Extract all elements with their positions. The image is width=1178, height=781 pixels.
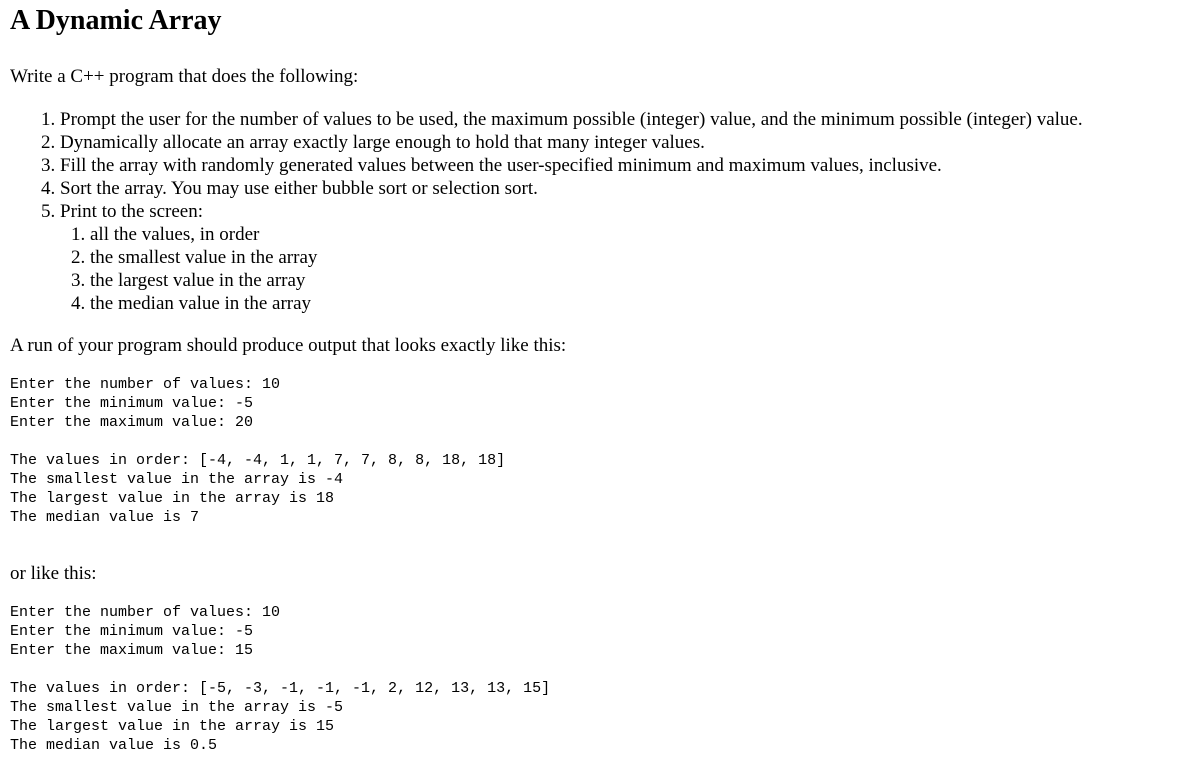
console-line: The smallest value in the array is -5 bbox=[10, 699, 344, 716]
or-paragraph: or like this: bbox=[10, 563, 97, 584]
step-item: 2. Dynamically allocate an array exactly large enough to hold that many integer values. bbox=[60, 131, 1168, 154]
example-output-1 bbox=[10, 375, 1168, 527]
console-line: Enter the maximum value: 20 bbox=[10, 414, 254, 431]
console-line: The smallest value in the array is -4 bbox=[10, 471, 344, 488]
print-items-list bbox=[60, 223, 1168, 315]
steps-list bbox=[10, 108, 1168, 315]
console-line: The values in order: [-4, -4, 1, 1, 7, 7, 8, 8, 18, 18] bbox=[10, 452, 506, 469]
step-item: 4. Sort the array. You may use either bubble sort or selection sort. bbox=[60, 177, 1168, 200]
run-intro-paragraph: A run of your program should produce output that looks exactly like this: bbox=[10, 335, 567, 356]
console-line: Enter the number of values: 10 bbox=[10, 376, 281, 393]
console-line: The median value is 7 bbox=[10, 509, 200, 526]
page-title: A Dynamic Array bbox=[10, 5, 222, 36]
print-item: 1. all the values, in order bbox=[90, 223, 1168, 246]
console-line: Enter the minimum value: -5 bbox=[10, 395, 254, 412]
step-item-print bbox=[60, 200, 1168, 315]
print-item: 2. the smallest value in the array bbox=[90, 246, 1168, 269]
console-blank-line bbox=[10, 660, 1168, 679]
console-blank-line bbox=[10, 432, 1168, 451]
step-item-label: Print to the screen: bbox=[60, 201, 203, 222]
intro-paragraph: Write a C++ program that does the following: bbox=[10, 66, 359, 87]
console-line: The median value is 0.5 bbox=[10, 737, 218, 754]
step-item: 3. Fill the array with randomly generated values between the user-specified minimum and maximum values, inclusive. bbox=[60, 154, 1168, 177]
print-item: 3. the largest value in the array bbox=[90, 269, 1168, 292]
console-line: The largest value in the array is 18 bbox=[10, 490, 335, 507]
console-line: The values in order: [-5, -3, -1, -1, -1, 2, 12, 13, 13, 15] bbox=[10, 680, 551, 697]
console-line: Enter the maximum value: 15 bbox=[10, 642, 254, 659]
console-line: Enter the minimum value: -5 bbox=[10, 623, 254, 640]
console-line: Enter the number of values: 10 bbox=[10, 604, 281, 621]
console-line: The largest value in the array is 15 bbox=[10, 718, 335, 735]
example-output-2 bbox=[10, 603, 1168, 755]
print-item: 4. the median value in the array bbox=[90, 292, 1168, 315]
step-item: 1. Prompt the user for the number of values to be used, the maximum possible (integer) value, and the minimum possible (integer) value. bbox=[60, 108, 1168, 131]
